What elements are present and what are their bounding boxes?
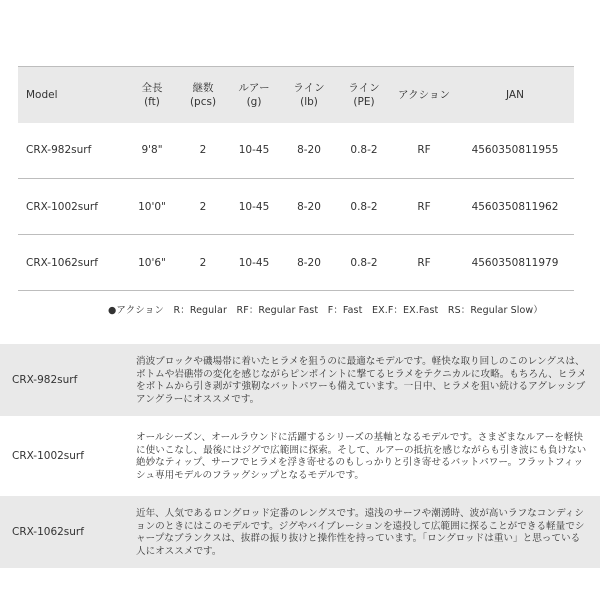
header-model: Model	[26, 88, 58, 101]
header-action: アクション	[398, 88, 450, 101]
description-block	[0, 420, 600, 492]
action-legend: ●アクション R：Regular RF：Regular Fast F：Fast EX.F：EX.Fast RS：Regular Slow）	[108, 305, 543, 316]
spec-header-row	[18, 67, 574, 123]
description-model: CRX-1062surf	[12, 526, 84, 538]
cell-lure: 10-45	[238, 256, 270, 269]
cell-line-pe: 0.8-2	[350, 256, 378, 269]
description-block	[0, 496, 600, 568]
header-line-pe: ライン (PE)	[348, 81, 380, 108]
table-row	[18, 235, 574, 291]
cell-length: 10'6"	[138, 256, 166, 269]
cell-line-pe: 0.8-2	[350, 144, 378, 157]
cell-action: RF	[417, 144, 431, 157]
description-model: CRX-982surf	[12, 374, 78, 386]
cell-line-lb: 8-20	[297, 200, 321, 213]
header-pieces: 継数 (pcs)	[189, 81, 217, 108]
cell-length: 9'8"	[141, 144, 163, 157]
header-length: 全長 (ft)	[141, 81, 163, 108]
cell-lure: 10-45	[238, 200, 270, 213]
header-line-lb: ライン (lb)	[293, 81, 325, 108]
cell-action: RF	[417, 200, 431, 213]
cell-jan: 4560350811979	[471, 256, 559, 269]
cell-jan: 4560350811955	[471, 144, 559, 157]
cell-jan: 4560350811962	[471, 200, 559, 213]
description-block	[0, 344, 600, 416]
cell-pieces: 2	[199, 256, 207, 269]
cell-line-lb: 8-20	[297, 256, 321, 269]
cell-lure: 10-45	[238, 144, 270, 157]
cell-model: CRX-1062surf	[26, 256, 98, 269]
description-model: CRX-1002surf	[12, 450, 84, 462]
description-text: 消波ブロックや磯場帯に着いたヒラメを狙うのに最適なモデルです。軽快な取り回しのこのレングスは、ボトムや岩礁帯の変化を感じながらピンポイントに撃てるヒラメをテクニカルに攻略。もちろん、ヒラメをボトムから引き剥がす強靭なバットパワーも備えています。一日中、ヒラメを狙い続けるアグレッシブアングラーにオススメです。	[136, 356, 587, 405]
header-lure: ルアー (g)	[238, 81, 270, 108]
cell-line-pe: 0.8-2	[350, 200, 378, 213]
cell-pieces: 2	[199, 200, 207, 213]
cell-action: RF	[417, 256, 431, 269]
cell-model: CRX-982surf	[26, 144, 92, 157]
cell-line-lb: 8-20	[297, 144, 321, 157]
cell-length: 10'0"	[138, 200, 166, 213]
cell-pieces: 2	[199, 144, 207, 157]
table-row	[18, 179, 574, 235]
description-text: オールシーズン、オールラウンドに活躍するシリーズの基軸となるモデルです。さまざまなルアーを軽快に使いこなし、最後にはジグで広範囲に探索。そして、ルアーの抵抗を感じながらも引き波にも負けない絶妙なティップ、サーフでヒラメを浮き寄せるのもしっかりと引き寄せるバットパワー。フラットフィッシュ専用モデルのフラッグシップとなるモデルです。	[136, 432, 587, 481]
description-text: 近年、人気であるロングロッド定番のレングスです。遠浅のサーフや潮湧時、波が高いラフなコンディションのときにはこのモデルです。ジグやバイブレーションを遠投して広範囲に探ることができる軽量でシャープなブランクスは、抜群の振り抜けと操作性を持っています。「ロングロッドは重い」と思っている人にオススメです。	[136, 508, 585, 557]
header-jan: JAN	[506, 88, 524, 101]
table-row	[18, 123, 574, 179]
spec-table	[18, 66, 574, 291]
cell-model: CRX-1002surf	[26, 200, 98, 213]
